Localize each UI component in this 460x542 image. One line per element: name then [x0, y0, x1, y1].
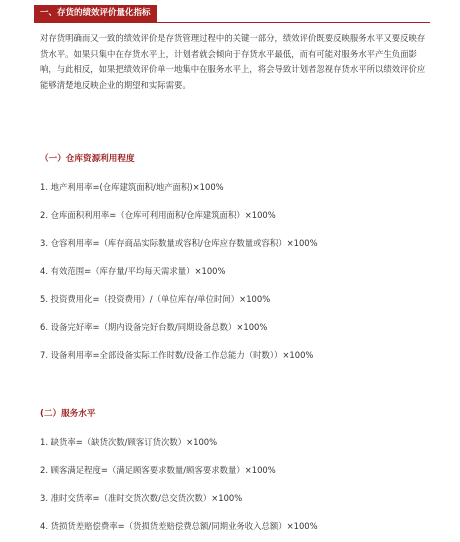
metric-item: 4. 货损货差赔偿费率=（货损货差赔偿费总额/同期业务收入总额）×100% — [40, 521, 318, 531]
intro-text — [40, 31, 426, 103]
metric-item: 3. 准时交货率=（准时交货次数/总交货次数）×100% — [40, 493, 243, 503]
metric-item: 3. 仓容利用率=（库存商品实际数量或容积/仓库应存数量或容积）×100% — [40, 238, 318, 248]
metric-item: 2. 仓库面积利用率=（仓库可利用面积/仓库建筑面积）×100% — [40, 210, 276, 220]
metric-item: 6. 设备完好率=（期内设备完好台数/同期设备总数）×100% — [40, 322, 268, 332]
section-title: 一、存货的绩效评价量化指标 — [34, 5, 157, 22]
metric-item: 2. 顾客满足程度=（满足顾客要求数量/顾客要求数量）×100% — [40, 465, 276, 475]
metric-item: 5. 投资费用化=（投资费用）/（单位库存/单位时间）×100% — [40, 294, 271, 304]
metric-item: 4. 有效范围=（库存量/平均每天需求量）×100% — [40, 266, 226, 276]
section-heading-service-level: (二）服务水平 — [40, 409, 96, 419]
intro-paragraph: 对存货明确而又一致的绩效评价是存货管理过程中的关键一部分，绩效评价既要反映服务水平又要反映存货水平。如果只集中在存货水平上，计划者就会倾向于存货水平最低，而有可能对服务水平产生负面影响，与此相反，如果把绩效评价单一地集中在服务水平上，将会导致计划者忽视存货水平所以绩效评价应能够清楚地反映企业的期望和实际需要。 — [40, 33, 426, 90]
section-title-bar — [34, 5, 430, 23]
metric-item: 1. 缺货率=（缺货次数/顾客订货次数）×100% — [40, 437, 218, 447]
metric-item: 7. 设备利用率=全部设备实际工作时数/设备工作总能力（时数））×100% — [40, 350, 314, 360]
section-heading-warehouse-utilization: （一）仓库资源利用程度 — [40, 154, 135, 164]
metric-item: 1. 地产利用率=(仓库建筑面积/地产面积)×100% — [40, 182, 224, 192]
